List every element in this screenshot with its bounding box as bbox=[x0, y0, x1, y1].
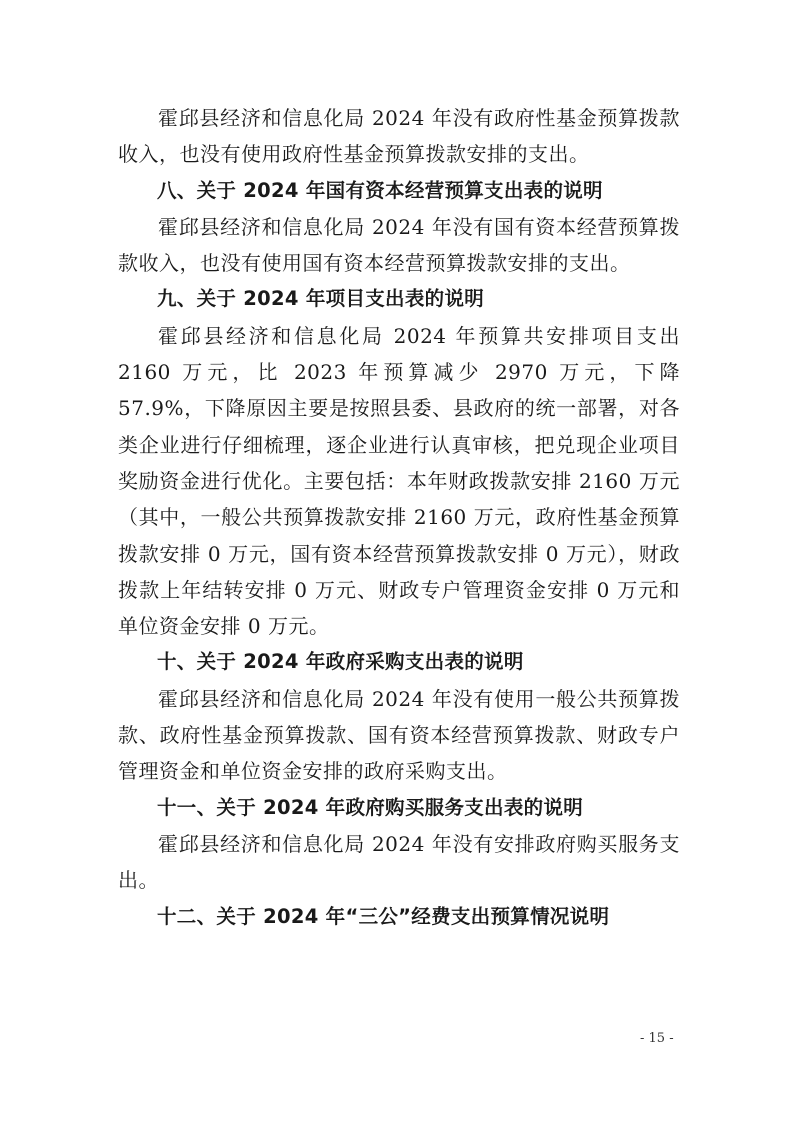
page-number: - 15 - bbox=[640, 1031, 674, 1046]
paragraph-govt-fund-budget: 霍邱县经济和信息化局 2024 年没有政府性基金预算拨款收入，也没有使用政府性基金预算拨款安排的支出。 bbox=[118, 106, 680, 167]
heading-section-11: 十一、关于 2024 年政府购买服务支出表的说明 bbox=[157, 795, 584, 819]
heading-section-8: 八、关于 2024 年国有资本经营预算支出表的说明 bbox=[157, 178, 603, 202]
heading-section-9: 九、关于 2024 年项目支出表的说明 bbox=[157, 287, 485, 311]
paragraph-project-expenditure: 霍邱县经济和信息化局 2024 年预算共安排项目支出 2160 万元，比 2023 年预算减少 2970 万元，下降 57.9%，下降原因主要是按照县委、县政府的统一部署，对各类企业进行仔细梳理，逐企业进行认真审核，把兑现企业项目奖励资金进行优化。主要包括：本年财政拨款安排 2160 万元（其中，一般公共预算拨款安排 2160 万元，政府性基金预算拨款安排 0 万元，国有资本经营预算拨款安排 0 万元），财政拨款上年结转安排 0 万元、财政专户管理资金安排 0 万元和单位资金安排 0 万元。 bbox=[118, 323, 680, 639]
paragraph-govt-procurement: 霍邱县经济和信息化局 2024 年没有使用一般公共预算拨款、政府性基金预算拨款、国有资本经营预算拨款、财政专户管理资金和单位资金安排的政府采购支出。 bbox=[118, 686, 680, 784]
paragraph-state-capital-budget: 霍邱县经济和信息化局 2024 年没有国有资本经营预算拨款收入，也没有使用国有资本经营预算拨款安排的支出。 bbox=[118, 214, 680, 276]
paragraph-govt-service-purchase: 霍邱县经济和信息化局 2024 年没有安排政府购买服务支出。 bbox=[118, 831, 680, 893]
heading-section-12: 十二、关于 2024 年“三公”经费支出预算情况说明 bbox=[157, 904, 610, 928]
heading-section-10: 十、关于 2024 年政府采购支出表的说明 bbox=[157, 650, 524, 674]
document-page bbox=[118, 100, 680, 935]
